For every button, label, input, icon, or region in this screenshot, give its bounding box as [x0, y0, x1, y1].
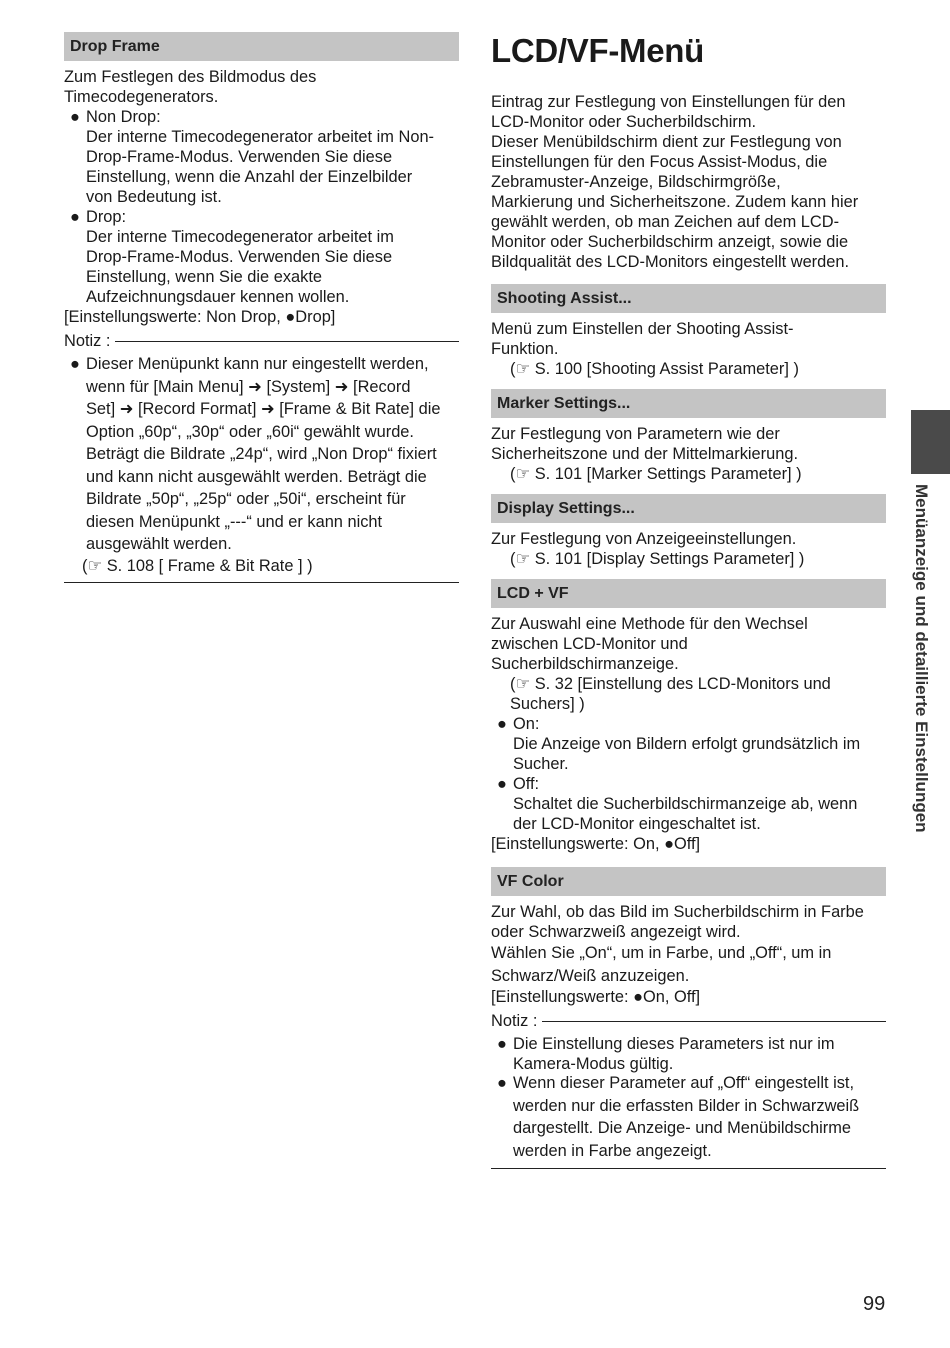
page-reference-link[interactable]: (☞ S. 32 [Einstellung des LCD-Monitors und: [510, 675, 831, 693]
option-on: [491, 714, 886, 774]
option-line: Der interne Timecodegenerator arbeitet im: [86, 228, 394, 246]
note-item: [64, 353, 459, 556]
section-end-divider: [491, 1168, 886, 1169]
vf-color-header: VF Color: [491, 867, 886, 896]
shooting-assist-body: [491, 319, 886, 379]
option-title: Off:: [513, 775, 540, 793]
note-line: werden nur die erfassten Bilder in Schwarzweiß: [513, 1096, 860, 1115]
page-reference-link[interactable]: (☞ S. 108 [ Frame & Bit Rate ] ): [82, 556, 313, 575]
note-label: Notiz :: [491, 1012, 538, 1030]
drop-frame-intro-line: Timecodegenerators.: [64, 88, 219, 106]
note-line: wenn für [Main Menu] ➜ [System] ➜ [Record: [86, 377, 411, 396]
note-divider: [115, 341, 459, 342]
intro-line: Bildqualität des LCD-Monitors eingestellt werden.: [491, 253, 850, 271]
bullet: ●: [497, 775, 507, 793]
menu-intro: [491, 92, 886, 272]
body-line: Sucherbildschirmanzeige.: [491, 655, 679, 673]
option-line: von Bedeutung ist.: [86, 188, 222, 206]
option-title: On:: [513, 715, 540, 733]
note-line: Kamera-Modus gültig.: [513, 1055, 674, 1073]
option-line: Einstellung, wenn Sie die exakte: [86, 268, 322, 286]
note-line: und kann nicht ausgewählt werden. Beträgt die: [86, 467, 427, 486]
body-line: oder Schwarzweiß angezeigt wird.: [491, 923, 741, 941]
option-line: Sucher.: [513, 755, 569, 773]
section-end-divider: [64, 582, 459, 583]
chapter-tab-marker: [911, 410, 950, 474]
right-column: [491, 32, 886, 1169]
body-line: Zur Auswahl eine Methode für den Wechsel: [491, 615, 808, 633]
lcd-vf-header: LCD + VF: [491, 579, 886, 608]
intro-line: Markierung und Sicherheitszone. Zudem kann hier: [491, 193, 859, 211]
body-line: Zur Festlegung von Parametern wie der: [491, 425, 780, 443]
option-line: Drop-Frame-Modus. Verwenden Sie diese: [86, 248, 393, 266]
bullet: ●: [70, 355, 80, 373]
note-heading: [64, 331, 459, 351]
setting-values: [Einstellungswerte: On, ●Off]: [491, 835, 701, 853]
note-list: [491, 1034, 886, 1162]
option-line: Drop-Frame-Modus. Verwenden Sie diese: [86, 148, 393, 166]
display-settings-body: [491, 529, 886, 569]
note-line: Option „60p“, „30p“ oder „60i“ gewählt wurde.: [86, 422, 414, 441]
note-line: werden in Farbe angezeigt.: [513, 1141, 712, 1160]
body-line: Zur Wahl, ob das Bild im Sucherbildschirm in Farbe: [491, 903, 864, 921]
lcd-vf-body: [491, 614, 886, 854]
chapter-tab-label: Menüanzeige und detaillierte Einstellungen: [912, 484, 931, 833]
drop-frame-options: [64, 107, 459, 307]
intro-line: gewählt werden, ob man Zeichen auf dem LCD-: [491, 213, 840, 231]
body-line: Zur Festlegung von Anzeigeeinstellungen.: [491, 530, 797, 548]
option-drop: [64, 207, 459, 307]
shooting-assist-header: Shooting Assist...: [491, 284, 886, 313]
option-line: Aufzeichnungsdauer kennen wollen.: [86, 288, 350, 306]
body-line: Wählen Sie „On“, um in Farbe, und „Off“, um in: [491, 944, 832, 962]
option-title: Drop:: [86, 208, 127, 226]
drop-frame-intro-line: Zum Festlegen des Bildmodus des: [64, 68, 317, 86]
page-number: 99: [863, 1293, 886, 1315]
option-non-drop: [64, 107, 459, 207]
note-line: Wenn dieser Parameter auf „Off“ eingestellt ist,: [513, 1074, 855, 1092]
note-line: Set] ➜ [Record Format] ➜ [Frame & Bit Rate] die: [86, 400, 441, 418]
marker-settings-body: [491, 424, 886, 484]
body-line: zwischen LCD-Monitor und: [491, 635, 688, 653]
intro-line: LCD-Monitor oder Sucherbildschirm.: [491, 113, 757, 131]
note-line: ausgewählt werden.: [86, 535, 232, 553]
note-label: Notiz :: [64, 332, 111, 350]
left-column: [64, 32, 459, 583]
note-item: [491, 1034, 886, 1074]
page-reference-link-cont[interactable]: Suchers] ): [510, 695, 585, 713]
note-item: [491, 1072, 886, 1162]
intro-line: Einstellungen für den Focus Assist-Modus, die: [491, 153, 828, 171]
body-line: Funktion.: [491, 340, 559, 358]
note-line: dargestellt. Die Anzeige- und Menübildschirme: [513, 1119, 852, 1137]
marker-settings-header: Marker Settings...: [491, 389, 886, 418]
body-line: Schwarz/Weiß anzuzeigen.: [491, 966, 690, 985]
intro-line: Dieser Menübildschirm dient zur Festlegung von: [491, 133, 842, 151]
note-line: diesen Menüpunkt „---“ und er kann nicht: [86, 512, 383, 531]
note-heading: [491, 1011, 886, 1031]
option-line: Einstellung, wenn die Anzahl der Einzelbilder: [86, 168, 413, 186]
drop-frame-header: Drop Frame: [64, 32, 459, 61]
bullet: ●: [497, 715, 507, 733]
note-line: Dieser Menüpunkt kann nur eingestellt werden,: [86, 355, 429, 373]
page-title: LCD/VF-Menü: [491, 32, 705, 69]
note-line: Beträgt die Bildrate „24p“, wird „Non Drop“ fixiert: [86, 445, 437, 463]
page-reference-link[interactable]: (☞ S. 100 [Shooting Assist Parameter] ): [510, 360, 799, 378]
intro-line: Zebramuster-Anzeige, Bildschirmgröße,: [491, 173, 781, 191]
bullet: ●: [70, 108, 80, 126]
body-line: Menü zum Einstellen der Shooting Assist-: [491, 320, 794, 338]
intro-line: Monitor oder Sucherbildschirm anzeigt, sowie die: [491, 233, 849, 251]
option-line: der LCD-Monitor eingeschaltet ist.: [513, 815, 761, 833]
page-reference-link[interactable]: (☞ S. 101 [Display Settings Parameter] ): [510, 550, 805, 568]
note-divider: [542, 1021, 886, 1022]
setting-values: [Einstellungswerte: Non Drop, ●Drop]: [64, 308, 336, 326]
bullet: ●: [70, 208, 80, 226]
bullet: ●: [497, 1035, 507, 1053]
intro-line: Eintrag zur Festlegung von Einstellungen für den: [491, 93, 846, 111]
body-line: Sicherheitszone und der Mittelmarkierung.: [491, 445, 799, 463]
setting-values: [Einstellungswerte: ●On, Off]: [491, 988, 701, 1006]
option-line: Der interne Timecodegenerator arbeitet im Non-: [86, 128, 435, 146]
note-line: Die Einstellung dieses Parameters ist nur im: [513, 1035, 835, 1053]
option-title: Non Drop:: [86, 108, 161, 126]
bullet: ●: [497, 1074, 507, 1092]
page-reference-link[interactable]: (☞ S. 101 [Marker Settings Parameter] ): [510, 465, 802, 483]
note-line: Bildrate „50p“, „25p“ oder „50i“, erscheint für: [86, 490, 406, 508]
option-off: [491, 774, 886, 834]
vf-color-body: [491, 902, 886, 1007]
option-line: Schaltet die Sucherbildschirmanzeige ab, wenn: [513, 795, 858, 813]
display-settings-header: Display Settings...: [491, 494, 886, 523]
option-line: Die Anzeige von Bildern erfolgt grundsätzlich im: [513, 735, 861, 753]
